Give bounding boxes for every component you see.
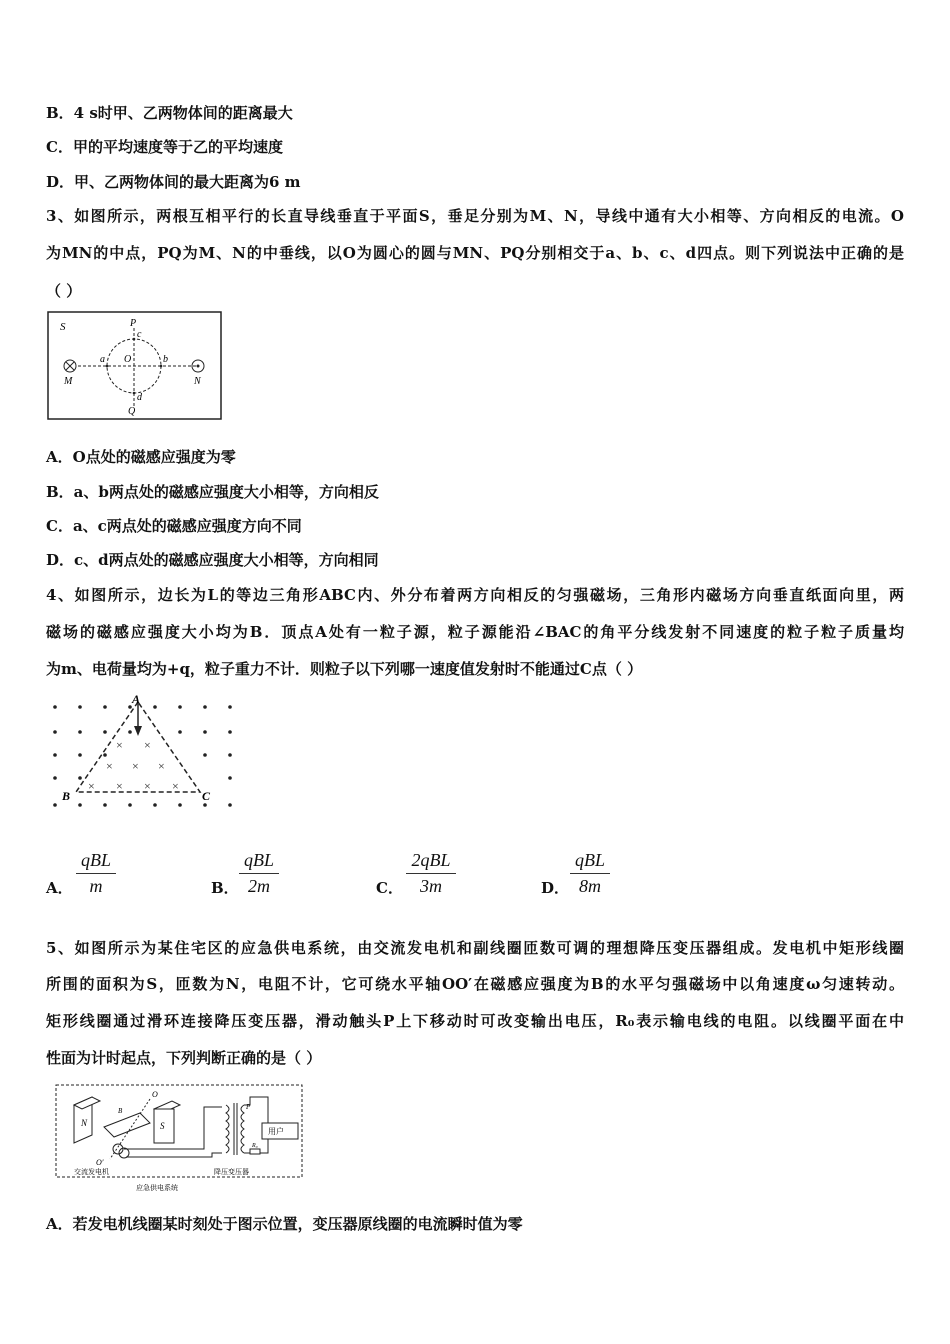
svg-text:×: × [116, 738, 123, 752]
svg-text:×: × [158, 759, 165, 773]
svg-text:R₀: R₀ [252, 1143, 258, 1149]
svg-text:×: × [172, 779, 179, 793]
q4-option-d-label: D． [541, 879, 570, 897]
q5-stem-line2: 所围的面积为S，匝数为N，电阻不计，它可绕水平轴OO′在磁感应强度为B的水平匀强磁场中以角速度ω匀速转动。 [46, 975, 904, 993]
svg-text:B: B [118, 1107, 123, 1115]
svg-text:b: b [163, 354, 168, 365]
svg-text:×: × [116, 779, 123, 793]
q3-option-a: A．O点处的磁感应强度为零 [46, 448, 236, 466]
svg-text:O: O [152, 1090, 158, 1099]
svg-text:×: × [144, 738, 151, 752]
q3-stem-line1: 3、如图所示，两根互相平行的长直导线垂直于平面S，垂足分别为M、N，导线中通有大小相等、方向相反的电流。O [46, 207, 904, 225]
q3-stem-line2: 为MN的中点，PQ为M、N的中垂线，以O为圆心的圆与MN、PQ分别相交于a、b、c、d四点。则下列说法中正确的是 [46, 244, 904, 262]
svg-text:M: M [64, 376, 73, 387]
svg-text:a: a [100, 354, 105, 365]
svg-text:c: c [137, 329, 142, 340]
q2-option-c: C．甲的平均速度等于乙的平均速度 [46, 138, 283, 156]
q4-stem-line3: 为m、电荷量均为+q，粒子重力不计．则粒子以下列哪一速度值发射时不能通过C点（ ） [46, 660, 643, 678]
q3-option-d: D．c、d两点处的磁感应强度大小相等，方向相同 [46, 551, 379, 569]
svg-text:交流发电机: 交流发电机 [74, 1168, 109, 1176]
q5-option-a: A．若发电机线圈某时刻处于图示位置，变压器原线圈的电流瞬时值为零 [46, 1215, 523, 1233]
q5-figure [54, 1083, 308, 1195]
q3-option-b: B．a、b两点处的磁感应强度大小相等，方向相反 [46, 483, 379, 501]
q4-option-b-label: B． [211, 879, 239, 897]
svg-text:P: P [130, 318, 137, 329]
svg-text:N: N [81, 1118, 88, 1128]
q2-option-d: D．甲、乙两物体间的最大距离为6 m [46, 173, 301, 191]
q3-figure [46, 310, 226, 422]
svg-text:×: × [88, 779, 95, 793]
svg-text:降压变压器: 降压变压器 [214, 1168, 249, 1176]
q4-label-c: C [202, 789, 211, 803]
svg-text:S: S [160, 1121, 165, 1131]
svg-text:P: P [246, 1103, 251, 1111]
q4-stem-line1: 4、如图所示，边长为L的等边三角形ABC内、外分布着两方向相反的匀强磁场，三角形内磁场方向垂直纸面向里，两 [46, 586, 904, 604]
svg-text:用户: 用户 [268, 1127, 284, 1136]
svg-text:O: O [124, 354, 132, 365]
q4-option-c-label: C． [376, 879, 403, 897]
q3-stem-line3: （ ） [46, 282, 82, 300]
svg-text:d: d [137, 392, 142, 403]
q4-label-a: A [132, 692, 141, 706]
svg-text:N: N [194, 376, 201, 387]
svg-text:Q: Q [128, 406, 136, 417]
svg-text:O′: O′ [96, 1158, 104, 1167]
q4-label-b: B [62, 789, 71, 803]
q5-stem-line3: 矩形线圈通过滑环连接降压变压器，滑动触头P上下移动时可改变输出电压，R₀表示输电线的电阻。以线圈平面在中 [46, 1012, 904, 1030]
svg-text:×: × [106, 759, 113, 773]
svg-text:应急供电系统: 应急供电系统 [136, 1184, 178, 1192]
q4-option-d-fraction: qBL 8m [570, 850, 610, 897]
svg-text:×: × [144, 779, 151, 793]
q4-option-c-fraction: 2qBL 3m [406, 850, 456, 897]
q4-figure [46, 692, 244, 817]
q2-option-b: B．4 s时甲、乙两物体间的距离最大 [46, 104, 293, 122]
svg-text:×: × [132, 759, 139, 773]
q4-stem-line2: 磁场的磁感应强度大小均为B．顶点A处有一粒子源，粒子源能沿∠BAC的角平分线发射不同速度的粒子粒子质量均 [46, 623, 904, 641]
q5-stem-line1: 5、如图所示为某住宅区的应急供电系统，由交流发电机和副线圈匝数可调的理想降压变压器组成。发电机中矩形线圈 [46, 939, 904, 957]
q4-option-a-label: A． [46, 879, 73, 897]
q3-option-c: C．a、c两点处的磁感应强度方向不同 [46, 517, 302, 535]
q4-option-a-fraction: qBL m [76, 850, 116, 897]
q3-label-s: S [60, 321, 66, 333]
q5-stem-line4: 性面为计时起点，下列判断正确的是（ ） [46, 1049, 322, 1067]
q4-option-b-fraction: qBL 2m [239, 850, 279, 897]
